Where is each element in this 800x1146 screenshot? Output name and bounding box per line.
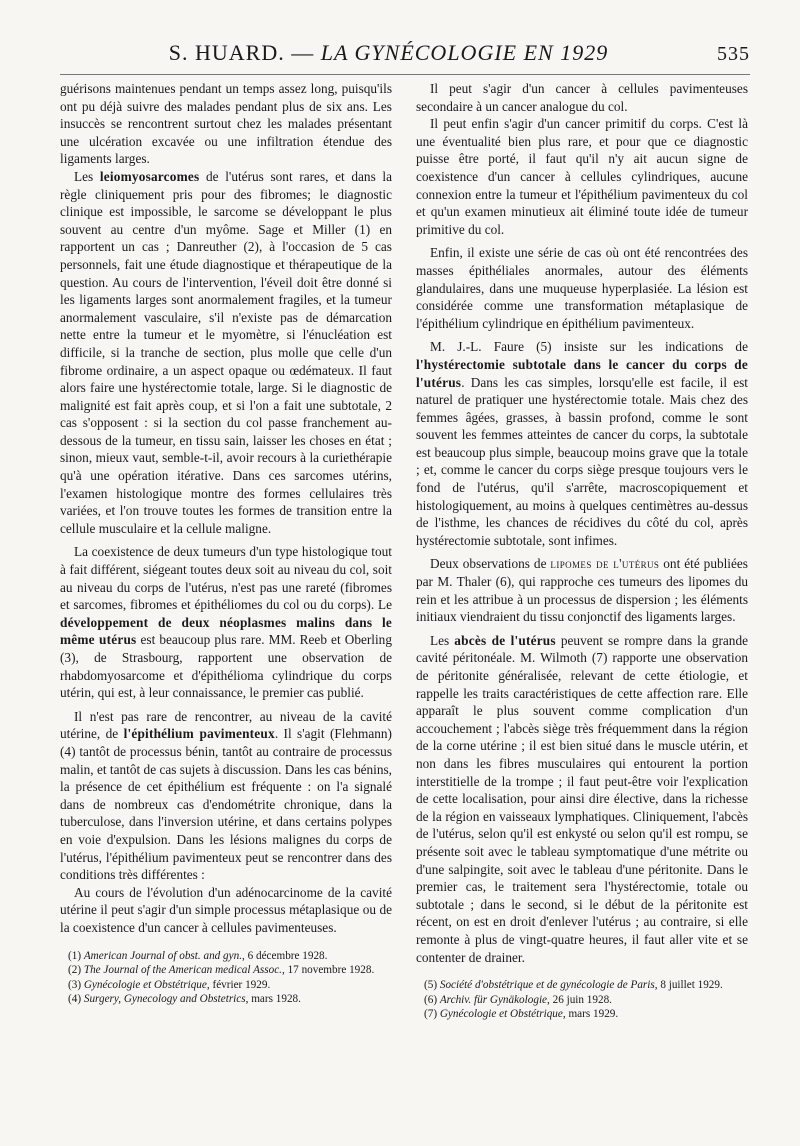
footnote: (3) Gynécologie et Obstétrique, février 1929. <box>68 978 271 991</box>
paragraph: Il peut enfin s'agir d'un cancer primitif du corps. C'est là une éventualité bien plus rare, et pour que ce diagnostic puisse être porté, il faut qu'il n'y ait aucun signe de coexistence d'un cancer à cellules cylindriques, aucune connexion entre la tumeur et l'épithélium pavimenteux du col et qu'un examen minutieux ait éliminé toute idée de tumeur primitive du col. <box>416 116 748 237</box>
bold-term: l'épithélium pavimenteux <box>123 726 275 742</box>
bold-term: leiomyosarcomes <box>99 168 200 184</box>
paragraph: Il n'est pas rare de rencontrer, au niveau de la cavité utérine, de l'épithélium pavimenteux. Il s'agit (Flehmann)(4) tantôt de processus bénin, tantôt au contraire de processus malin, et tantôt de cas sujets à discussion. Dans les cas bénins, la présence de cet épithélium est fréquente : on l'a signalé dans de nombreux cas d'endométrite chronique, dans la tuberculose, dans l'inversion utérine, et dans certains polypes en voie d'expulsion. Dans les lésions malignes du corps de l'utérus, l'épithélium pavimenteux peut se rencontrer dans des conditions très différentes : <box>60 708 392 883</box>
left-column <box>60 80 392 1007</box>
right-column <box>416 80 748 1022</box>
running-title <box>60 40 717 66</box>
page-number: 535 <box>717 43 750 65</box>
footnotes-right <box>416 978 748 1022</box>
footnote: (4) Surgery, Gynecology and Obstetrics, mars 1928. <box>68 993 301 1005</box>
footnote: (6) Archiv. für Gynäkologie, 26 juin 1928. <box>424 993 612 1006</box>
paragraph: Au cours de l'évolution d'un adénocarcinome de la cavité utérine il peut s'agir d'un simple processus métaplasique ou de la coexistence d'un cancer à cellules pavimenteuses. <box>60 884 392 935</box>
paragraph: guérisons maintenues pendant un temps assez long, puisqu'ils ont pu déjà suivre des malades pendant plus de six ans. Les insuccès se rencontrent surtout chez les malades présentant une ulcération excavée ou une infiltration étendue des ligaments larges. <box>60 81 392 167</box>
footnote: (2) The Journal of the American medical Assoc., 17 novembre 1928. <box>68 964 375 976</box>
paragraph: Deux observations de lipomes de l'utérus ont été publiées par M. Thaler (6), qui rapproche ces tumeurs des lipomes du rein et les attribue à un processus de dispersion ; les éléments initiaux viendraient du tissu conjonctif des ligaments larges. <box>416 556 748 625</box>
footnote: (1) American Journal of obst. and gyn., 6 décembre 1928. <box>68 949 328 962</box>
bold-term: l'hystérectomie subtotale dans le cancer du corps de l'utérus <box>416 356 748 390</box>
paragraph: Il peut s'agir d'un cancer à cellules pavimenteuses secondaire à un cancer analogue du col. <box>416 81 748 114</box>
header-title: LA GYNÉCOLOGIE EN 1929 <box>320 40 609 65</box>
paragraph: Les abcès de l'utérus peuvent se rompre dans la grande cavité péritonéale. M. Wilmoth (7) rapporte une observation de péritonite généralisée, relevant de cette étiologie, et rappelle les traits caractéristiques de cette affection rare. Elle apparaît le plus souvent comme complication d'un accouchement ; l'abcès siège très fréquemment dans la région de la corne utérine ; il est bien situé dans le muscle utérin, et non dans les fibres musculaires qui entourent la portion interstitielle de la trompe ; il faut peut-être voir l'explication de cette localisation, pour ainsi dire élective, dans la richesse de la région en vaisseaux lymphatiques. Cliniquement, l'abcès de l'utérus, selon qu'il est enkysté ou selon qu'il est rompu, se présente soit avec le tableau symptomatique d'une métrite ou d'une salpingite, soit avec le tableau d'une péritonite. Dans le premier cas, le traitement sera l'hystérectomie, totale ou subtotale ; dans le second, si le début de la péritonite est récent, on est en droit d'enlever l'utérus ; au contraire, si elle remonte à plus de vingt-quatre heures, il faut aller vite et se contenter de drainer. <box>416 632 749 965</box>
header-author: S. HUARD. — <box>168 40 321 65</box>
footnote: (7) Gynécologie et Obstétrique, mars 1929. <box>424 1008 619 1021</box>
paragraph: Les leiomyosarcomes de l'utérus sont rares, et dans la règle cliniquement pris pour des fibromes; le diagnostic clinique est impossible, le sarcome se développant le plus souvent au centre d'un myôme. Sage et Miller (1) en rapportent un cas ; Danreuther (2), à l'occasion de 5 cas personnels, fait une étude diagnostique et thérapeutique de la question. Au cours de l'intervention, l'éveil doit être donné si les ligaments larges sont anormalement fragiles, et la tumeur anormalement vasculaire, s'il n'existe pas de démarcation nette entre la tumeur et le myomètre, si l'énucléation est difficile, si la tranche de section, plus molle que celle d'un fibrome ordinaire, a un aspect opaque ou œdémateux. Il faut alors faire une hystérectomie totale, large. Si le diagnostic de malignité est fait après coup, et si l'on a fait une subtotale, 2 cas s'opposent : si la section du col passe franchement au-dessous de la tumeur, en tissu sain, laisser les choses en état ; sinon, mieux vaut, semble-t-il, avoir recours à la curiethérapie qu'à une opération itérative. Dans ces sarcomes utérins, l'examen histologique montre des formes cellulaires très variées, et l'on trouve toutes les formes de transition entre la cellule musculaire et la cellule maligne. <box>60 168 392 536</box>
running-header <box>60 40 750 75</box>
footnotes-left <box>60 949 392 1007</box>
bold-term: développement de deux néoplasmes malins dans le même utérus <box>60 614 392 648</box>
footnote: (5) Société d'obstétrique et de gynécologie de Paris, 8 juillet 1929. <box>424 979 723 992</box>
small-caps-term: lipomes de l'utérus <box>550 556 660 572</box>
paragraph: M. J.-L. Faure (5) insiste sur les indications de l'hystérectomie subtotale dans le cancer du corps de l'utérus. Dans les cas simples, lorsqu'elle est facile, il est naturel de pratiquer une hystérectomie totale. Mais chez des femmes âgées, grasses, à bassin profond, comme le sont souvent les femmes atteintes de cancer du corps, la subtotale est beaucoup plus simple, beaucoup moins grave que la totale ; et, comme le cancer du corps siège presque toujours vers le fond de l'utérus, qu'il s'arrête, macroscopiquement et histologiquement, au moins à quelques centimètres au-dessus de l'isthme, les chances de récidives du côté du col, après hystérectomie subtotale, sont infimes. <box>416 339 748 548</box>
bold-term: abcès de l'utérus <box>454 632 556 648</box>
paragraph: Enfin, il existe une série de cas où ont été rencontrées des masses épithéliales anormales, autour des éléments glandulaires, dans une muqueuse hyperplasiée. La lésion est considérée comme une transformation métaplasique de l'épithélium cylindrique en épithélium pavimenteux. <box>416 245 748 331</box>
paragraph: La coexistence de deux tumeurs d'un type histologique tout à fait différent, siégeant toutes deux soit au niveau du col, soit au niveau du corps de l'utérus, n'est pas une rareté (fibromes et sarcomes, fibromes et épithéliomes du col ou du corps). Le développement de deux néoplasmes malins dans le même utérus est beaucoup plus rare. MM. Reeb et Oberling (3), de Strasbourg, rapportent une observation de rhabdomyosarcome et d'épithélioma cylindrique du corps utérin, qui est, à leur connaissance, le premier cas publié. <box>60 544 392 701</box>
